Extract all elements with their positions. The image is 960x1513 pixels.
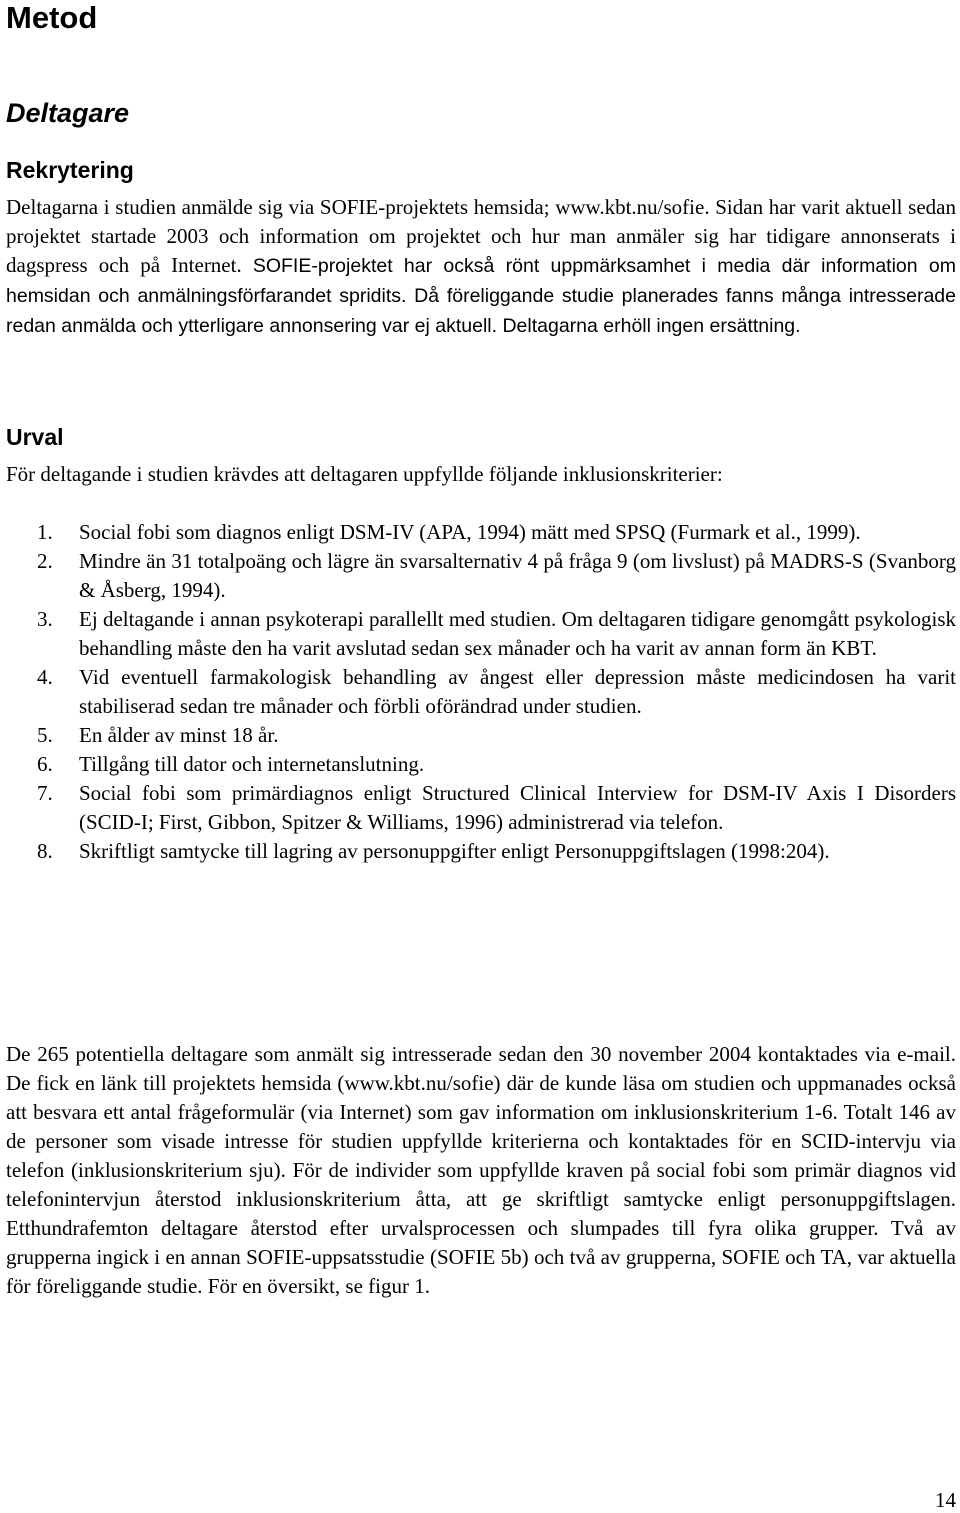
list-item: [6, 750, 956, 779]
list-item-text: Ej deltagande i annan psykoterapi parallellt med studien. Om deltagaren tidigare genomgått psykologisk behandling måste den ha varit avslutad sedan sex månader och ha varit av annan form än KBT.: [79, 607, 956, 660]
subheading-urval: Urval: [6, 424, 64, 450]
page-title: Metod: [6, 0, 98, 35]
list-item-text: Mindre än 31 totalpoäng och lägre än svarsalternativ 4 på fråga 9 (om livslust) på MADRS-S (Svanborg & Åsberg, 1994).: [79, 549, 956, 602]
subheading-rekrytering: Rekrytering: [6, 157, 134, 183]
list-item-text: Social fobi som diagnos enligt DSM-IV (APA, 1994) mätt med SPSQ (Furmark et al., 1999).: [79, 520, 861, 544]
urval-intro: För deltagande i studien krävdes att deltagaren uppfyllde följande inklusionskriterier:: [6, 462, 723, 486]
list-item-number: 5.: [37, 723, 53, 747]
list-item-number: 1.: [37, 520, 53, 544]
list-item: [6, 605, 956, 663]
list-item-text: Social fobi som primärdiagnos enligt Structured Clinical Interview for DSM-IV Axis I Disorders (SCID-I; First, Gibbon, Spitzer & Williams, 1996) administrerad via telefon.: [79, 781, 956, 834]
list-item-text: Skriftligt samtycke till lagring av personuppgifter enligt Personuppgiftslagen (1998:204).: [79, 839, 830, 863]
list-item-number: 7.: [37, 781, 53, 805]
list-item-number: 6.: [37, 752, 53, 776]
list-item-number: 2.: [37, 549, 53, 573]
urval-summary-paragraph: De 265 potentiella deltagare som anmält sig intresserade sedan den 30 november 2004 kontaktades via e-mail. De fick en länk till projektets hemsida (www.kbt.nu/sofie) där de kunde läsa om studien och uppmanades också att besvara ett antal frågeformulär (via Internet) som gav information om inklusionskriterium 1-6. Totalt 146 av de personer som visade intresse för studien uppfyllde kriterierna och kontaktades för en SCID-intervju via telefon (inklusionskriterium sju). För de individer som uppfyllde kraven på social fobi som primär diagnos vid telefonintervjun återstod inklusionskriterium åtta, att ge skriftligt samtycke enligt personuppgiftslagen. Etthundrafemton deltagare återstod efter urvalsprocessen och slumpades till fyra olika grupper. Två av grupperna ingick i en annan SOFIE-uppsatsstudie (SOFIE 5b) och två av grupperna, SOFIE och TA, var aktuella för föreliggande studie. För en översikt, se figur 1.: [6, 1042, 956, 1298]
list-item: [6, 547, 956, 605]
list-item-text: Vid eventuell farmakologisk behandling av ångest eller depression måste medicindosen ha varit stabiliserad sedan tre månader och förbli oförändrad under studien.: [79, 665, 956, 718]
section-heading-deltagare: Deltagare: [6, 98, 130, 128]
page-number: 14: [935, 1488, 956, 1512]
list-item: [6, 721, 956, 750]
list-item: [6, 518, 956, 547]
list-item-number: 4.: [37, 665, 53, 689]
list-item: [6, 837, 956, 866]
rekrytering-text-sans: SOFIE-projektet har också rönt uppmärksamhet i media där information om hemsidan och anmälningsförfarandet spridits. Då föreliggande studie planerades fanns många intresserade redan anmälda och ytterligare annonsering var ej aktuell. Deltagarna erhöll ingen ersättning.: [6, 255, 956, 337]
list-item: [6, 779, 956, 837]
list-item-text: En ålder av minst 18 år.: [79, 723, 279, 747]
list-item-text: Tillgång till dator och internetanslutning.: [79, 752, 425, 776]
list-item-number: 3.: [37, 607, 53, 631]
rekrytering-text-serif: Deltagarna i studien anmälde sig via SOFIE-projektets hemsida; www.kbt.nu/sofie. Sidan har varit aktuell sedan projektet startade 2003 och information om projektet och hur man anmäler sig har tidigare annonserats i dagspress och på Internet.: [6, 195, 956, 277]
inclusion-criteria-list: [6, 518, 956, 866]
list-item: [6, 663, 956, 721]
list-item-number: 8.: [37, 839, 53, 863]
rekrytering-paragraph: [6, 193, 956, 341]
